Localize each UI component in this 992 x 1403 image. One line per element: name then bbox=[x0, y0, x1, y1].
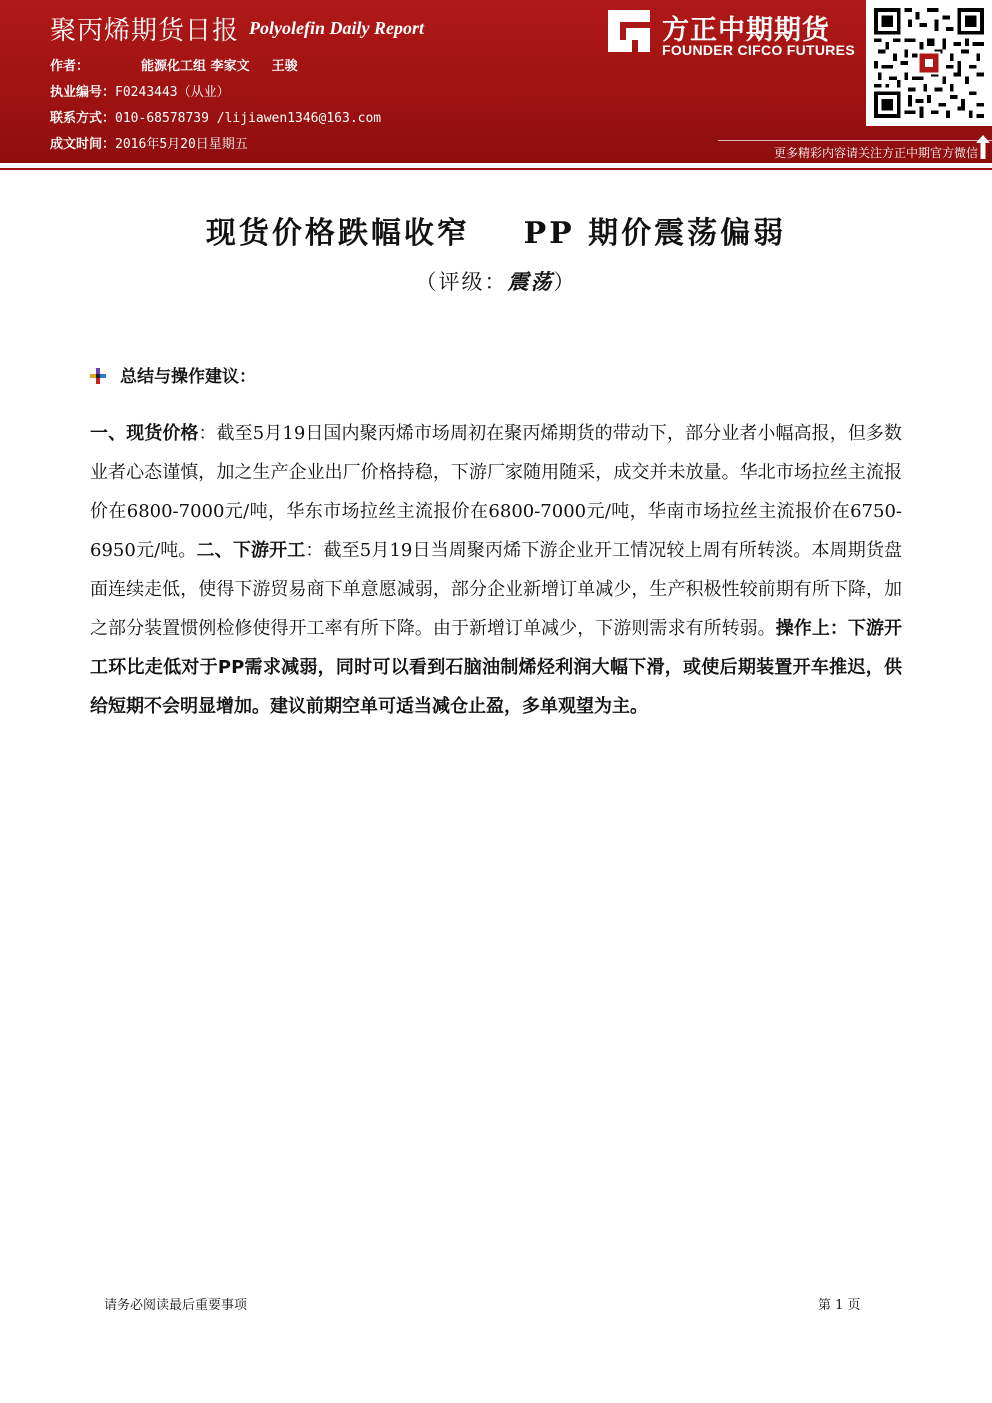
contact-value: 010-68578739 /lijiawen1346@163.com bbox=[115, 111, 382, 126]
author-row bbox=[50, 55, 298, 74]
section-heading-text: 总结与操作建议： bbox=[120, 367, 256, 387]
footer-notice: 请务必阅读最后重要事项 bbox=[104, 1298, 248, 1313]
header-underline bbox=[0, 168, 992, 170]
logo-text-en: FOUNDER CIFCO FUTURES bbox=[662, 42, 855, 58]
operation-text: ：下游开工环比走低对于PP需求减弱，同时可以看到石脑油制烯烃利润大幅下滑，或使后期装置开车推迟，供给短期不会明显增加。建议前期空单可适当减仓止盈，多单观望为主。 bbox=[90, 618, 903, 717]
founder-logo-icon bbox=[604, 6, 654, 56]
license-row bbox=[50, 81, 230, 100]
license-label: 执业编号： bbox=[50, 85, 116, 100]
operation-label: 操作上 bbox=[775, 618, 830, 639]
author-name-1: 李家文 bbox=[210, 59, 250, 74]
rating-value: 震荡 bbox=[507, 269, 554, 294]
license-value: F0243443（从业） bbox=[115, 85, 230, 100]
author-label: 作者： bbox=[50, 59, 90, 74]
page-number: 第 1 页 bbox=[818, 1298, 861, 1313]
follow-divider bbox=[718, 140, 992, 141]
date-value: 2016年5月20日星期五 bbox=[115, 137, 248, 152]
wechat-qr-code bbox=[866, 0, 992, 126]
report-header-banner bbox=[0, 0, 992, 163]
date-row bbox=[50, 133, 248, 152]
qr-code-icon bbox=[874, 6, 984, 120]
colored-cross-bullet-icon bbox=[90, 368, 106, 384]
summary-paragraph bbox=[90, 414, 902, 726]
contact-label: 联系方式： bbox=[50, 111, 116, 126]
rating-line bbox=[0, 266, 992, 296]
spot-price-label: 一、现货价格 bbox=[90, 423, 199, 444]
section-heading bbox=[90, 362, 256, 387]
author-name-2: 王骏 bbox=[271, 59, 298, 74]
downstream-label: 二、下游开工 bbox=[196, 540, 306, 561]
company-logo bbox=[604, 6, 864, 64]
date-label: 成文时间： bbox=[50, 137, 116, 152]
up-arrow-icon bbox=[975, 134, 991, 160]
author-group: 能源化工组 bbox=[141, 59, 207, 74]
report-title-en: Polyolefin Daily Report bbox=[249, 18, 424, 38]
report-title-cn: 聚丙烯期货日报 bbox=[50, 16, 240, 46]
rating-prefix: （评级： bbox=[415, 270, 508, 294]
rating-suffix: ） bbox=[553, 270, 577, 294]
report-headline: 现货价格跌幅收窄 PP 期价震荡偏弱 bbox=[205, 216, 787, 251]
logo-text-cn: 方正中期期货 bbox=[662, 15, 830, 46]
downstream-text: ：截至5月19日当周聚丙烯下游企业开工情况较上周有所转淡。本周期货盘面连续走低，使得下游贸易商下单意愿减弱，部分企业新增订单减少，生产积极性较前期有所下降，加之部分装置惯例检修使得开工率有所下降。由于新增订单减少，下游则需求有所转弱。 bbox=[90, 540, 903, 639]
contact-row bbox=[50, 107, 381, 126]
spot-price-text: ：截至5月19日国内聚丙烯市场周初在聚丙烯期货的带动下，部分业者小幅高报，但多数业者心态谨慎，加之生产企业出厂价格持稳，下游厂家随用随采，成交并未放量。华北市场拉丝主流报价在6800-7000元/吨，华东市场拉丝主流报价在6800-7000元/吨，华南市场拉丝主流报价在6750-6950元/吨。 bbox=[90, 423, 902, 561]
follow-wechat-text: 更多精彩内容请关注方正中期官方微信 bbox=[773, 146, 978, 160]
